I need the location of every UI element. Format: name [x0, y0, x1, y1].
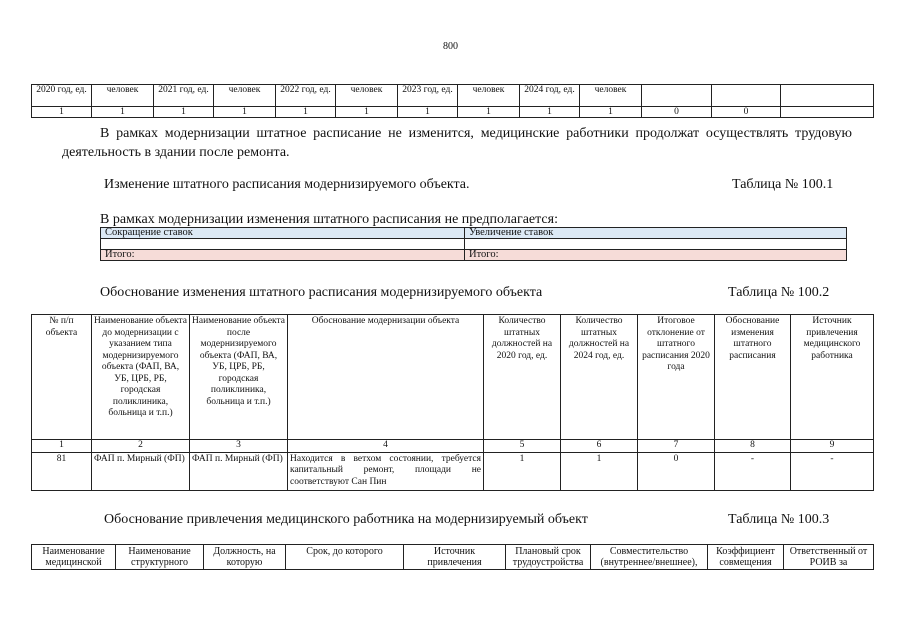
table-cell: 1	[92, 107, 154, 118]
column-number: 4	[288, 440, 484, 453]
column-number: 1	[32, 440, 92, 453]
column-number: 3	[190, 440, 288, 453]
table-cell: 1	[214, 107, 276, 118]
column-number: 7	[638, 440, 715, 453]
table-cell: 0	[712, 107, 781, 118]
caption-table-100-2: Обоснование изменения штатного расписания модернизируемого объекта	[100, 285, 543, 300]
attraction-table	[31, 544, 874, 570]
table-cell: 1	[154, 107, 214, 118]
header-cell: Плановый срок трудоустройства	[506, 545, 591, 570]
header-cell: Наименование объекта после модернизируемого объекта (ФАП, ВА, УБ, ЦРБ, РБ, городская поликлиника, больница и т.п.)	[190, 315, 288, 440]
header-cell	[781, 85, 874, 107]
header-cell: человек	[580, 85, 642, 107]
header-cell: Срок, до которого	[286, 545, 404, 570]
table-cell: 1	[458, 107, 520, 118]
table-number-100-1: Таблица № 100.1	[732, 177, 834, 192]
column-number: 6	[561, 440, 638, 453]
paragraph-no-change: В рамках модернизации изменения штатного расписания не предполагается:	[100, 212, 558, 227]
header-cell: Должность, на которую	[204, 545, 286, 570]
table-cell: 1	[336, 107, 398, 118]
table-number-100-2: Таблица № 100.2	[728, 285, 830, 300]
header-cell: 2023 год, ед.	[398, 85, 458, 107]
header-cell: 2024 год, ед.	[520, 85, 580, 107]
header-cell: Количество штатных должностей на 2024 год, ед.	[561, 315, 638, 440]
object-number: 81	[32, 452, 92, 490]
object-name-before: ФАП п. Мирный (ФП)	[92, 452, 190, 490]
staff-change-table	[100, 227, 847, 261]
header-cell	[712, 85, 781, 107]
header-cell: человек	[92, 85, 154, 107]
change-justification: -	[715, 452, 791, 490]
reduction-header: Сокращение ставок	[101, 228, 465, 239]
table-cell: 0	[642, 107, 712, 118]
column-number: 2	[92, 440, 190, 453]
table-cell: 1	[520, 107, 580, 118]
column-number: 5	[484, 440, 561, 453]
header-cell: человек	[214, 85, 276, 107]
header-cell: 2022 год, ед.	[276, 85, 336, 107]
staff-2024: 1	[561, 452, 638, 490]
header-cell: Обоснование модернизации объекта	[288, 315, 484, 440]
justification-table	[31, 314, 874, 491]
header-cell: Наименование объекта до модернизации с указанием типа модернизируемого объекта (ФАП, ВА, УБ, ЦРБ, РБ, городская поликлиника, больница и т.п.)	[92, 315, 190, 440]
paragraph-modernization: В рамках модернизации штатное расписание не изменится, медицинские работники продолжат осуществлять трудовую деятельность в здании после ремонта.	[62, 126, 852, 160]
header-cell: человек	[336, 85, 398, 107]
table-cell: 1	[398, 107, 458, 118]
table-cell	[781, 107, 874, 118]
header-cell: Коэффициент совмещения	[708, 545, 784, 570]
header-cell: Ответственный от РОИВ за	[784, 545, 874, 570]
table-cell: 1	[32, 107, 92, 118]
table-cell: 1	[580, 107, 642, 118]
staff-2020: 1	[484, 452, 561, 490]
page-number: 800	[443, 41, 458, 52]
header-cell: 2021 год, ед.	[154, 85, 214, 107]
table-cell: 1	[276, 107, 336, 118]
object-name-after: ФАП п. Мирный (ФП)	[190, 452, 288, 490]
header-cell	[642, 85, 712, 107]
table-cell	[465, 239, 847, 250]
header-cell: Наименование медицинской	[32, 545, 116, 570]
caption-table-100-3: Обоснование привлечения медицинского работника на модернизируемый объект	[104, 512, 588, 527]
staff-deviation: 0	[638, 452, 715, 490]
header-cell: Источник привлечения медицинского работника	[791, 315, 874, 440]
column-number: 8	[715, 440, 791, 453]
table-number-100-3: Таблица № 100.3	[728, 512, 830, 527]
header-cell: человек	[458, 85, 520, 107]
increase-header: Увеличение ставок	[465, 228, 847, 239]
header-cell: № п/п объекта	[32, 315, 92, 440]
header-cell: Наименование структурного	[116, 545, 204, 570]
table-cell	[101, 239, 465, 250]
caption-table-100-1: Изменение штатного расписания модернизируемого объекта.	[104, 177, 470, 192]
header-cell: Итоговое отклонение от штатного расписания 2020 года	[638, 315, 715, 440]
header-cell: Обоснование изменения штатного расписания	[715, 315, 791, 440]
header-cell: Источник привлечения	[404, 545, 506, 570]
header-cell: 2020 год, ед.	[32, 85, 92, 107]
increase-total: Итого:	[465, 250, 847, 261]
header-cell: Количество штатных должностей на 2020 год, ед.	[484, 315, 561, 440]
header-cell: Совместительство (внутреннее/внешнее),	[591, 545, 708, 570]
modernization-justification: Находится в ветхом состоянии, требуется капитальный ремонт, площади не соответствуют Сан Пин	[288, 452, 484, 490]
reduction-total: Итого:	[101, 250, 465, 261]
staff-count-table	[31, 84, 874, 118]
attraction-source: -	[791, 452, 874, 490]
column-number: 9	[791, 440, 874, 453]
